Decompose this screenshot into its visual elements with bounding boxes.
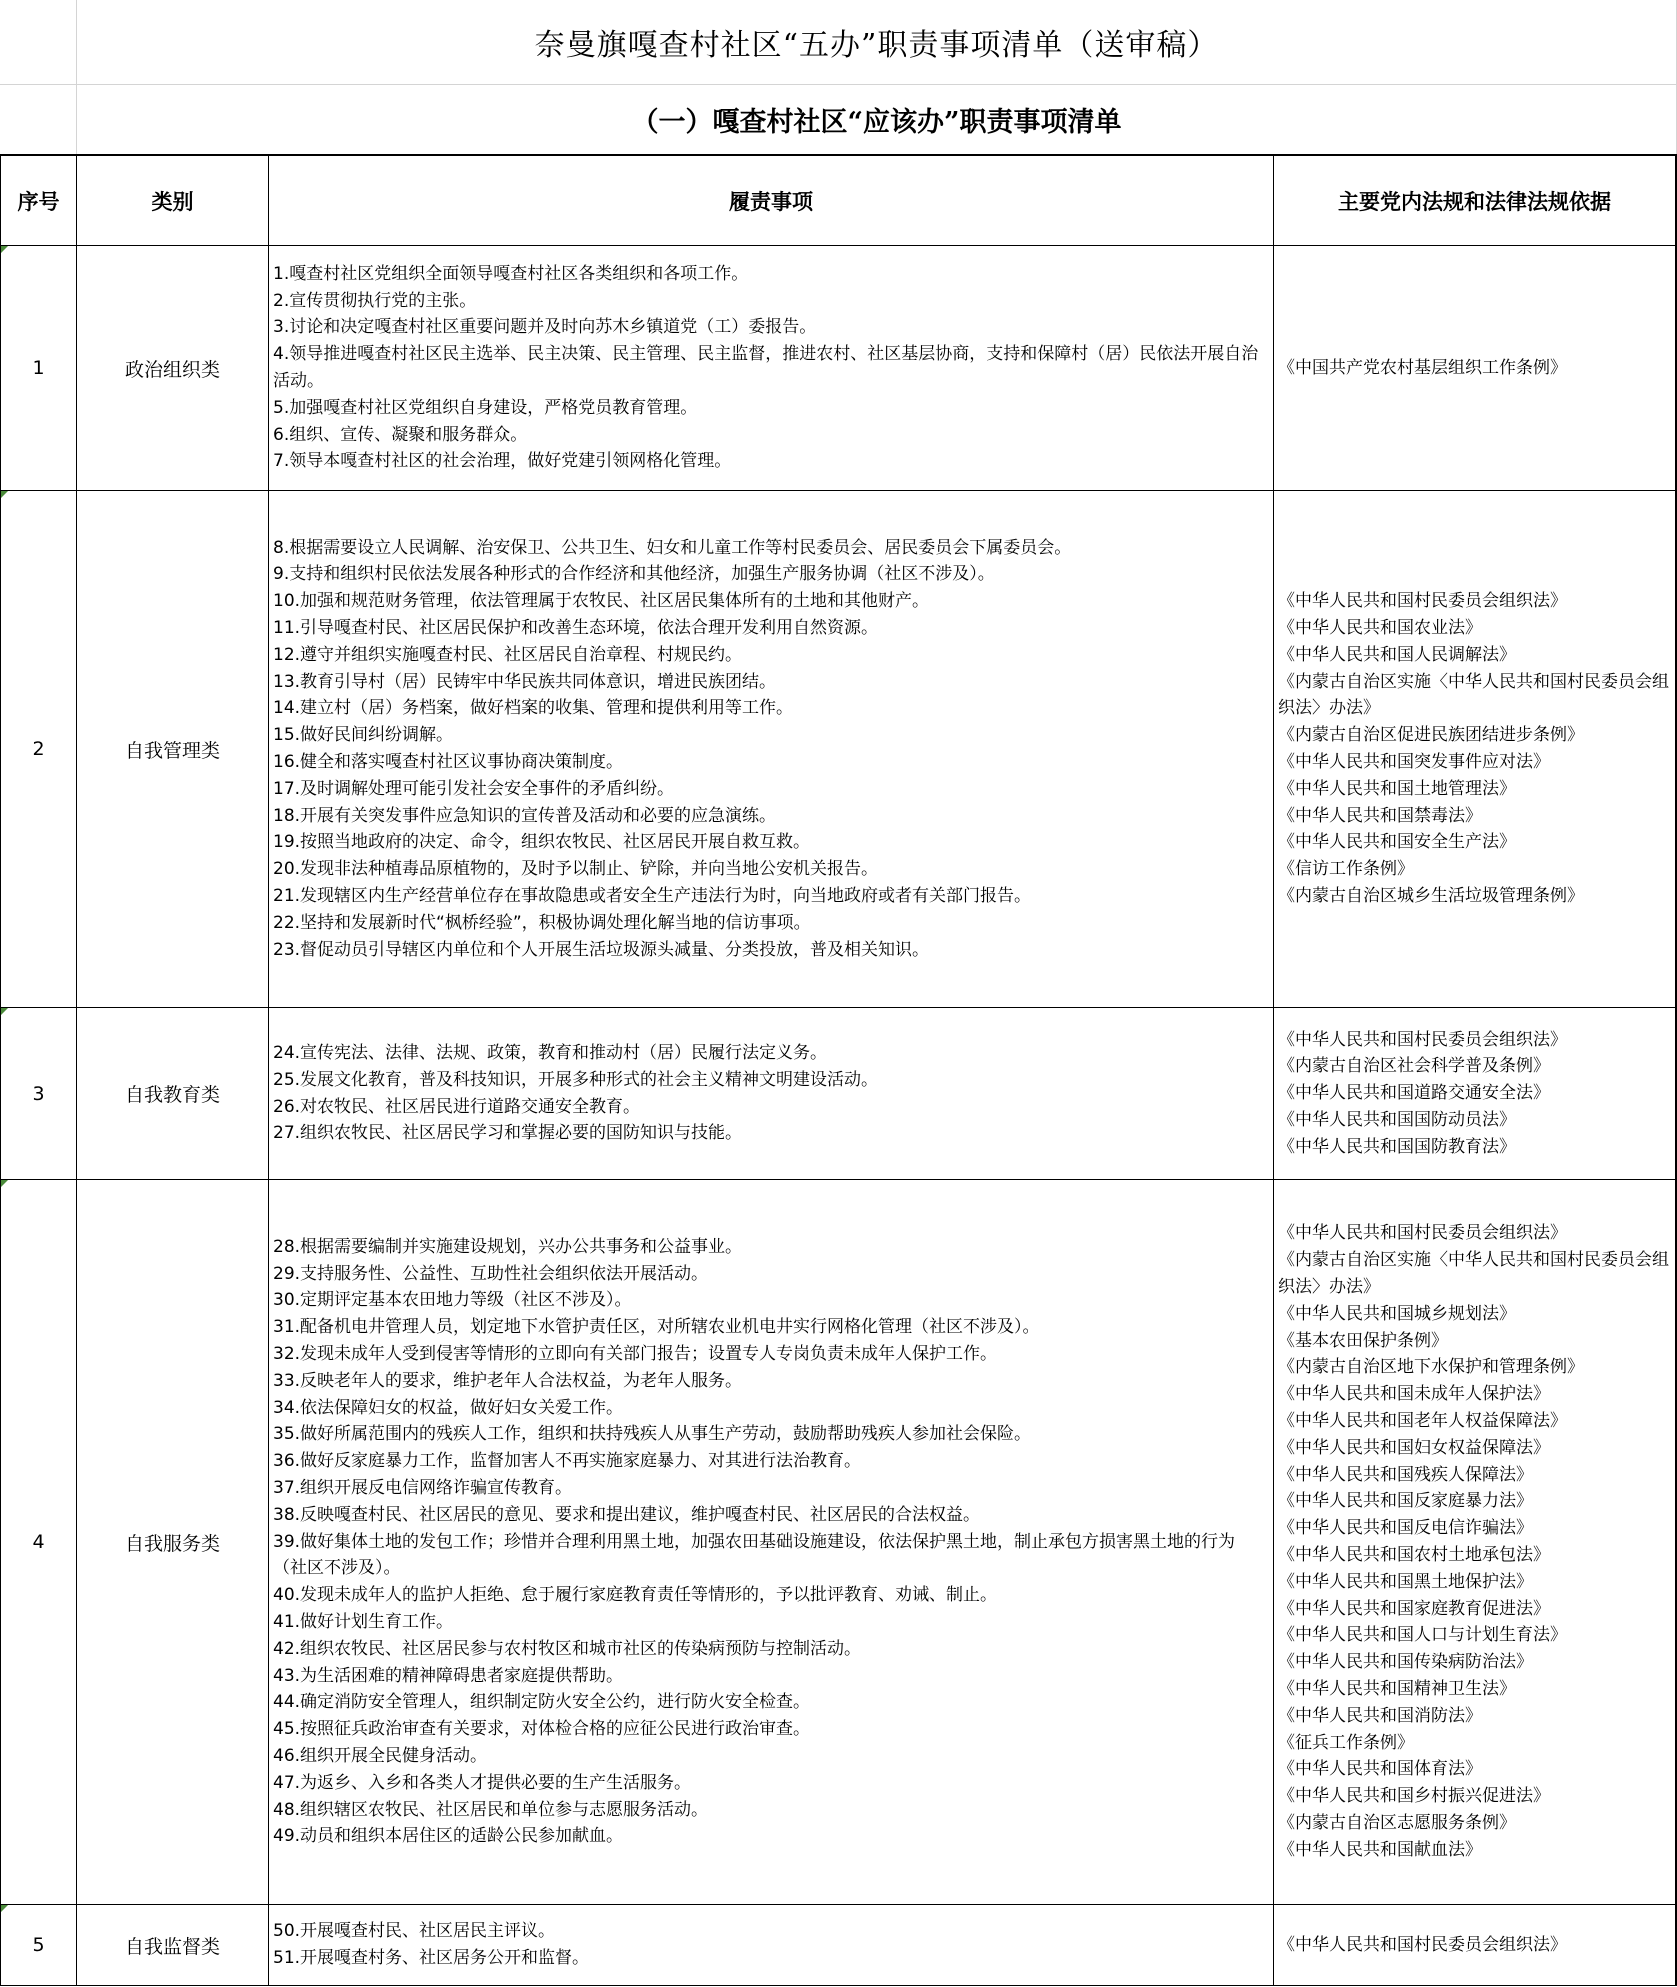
basis-item: 《中华人民共和国道路交通安全法》: [1278, 1083, 1550, 1104]
row-seq: 2: [32, 738, 45, 760]
basis-item: 《中华人民共和国家庭教育促进法》: [1278, 1598, 1550, 1619]
duty-item: 10.加强和规范财务管理，依法管理属于农牧民、社区居民集体所有的土地和其他财产。: [273, 591, 930, 612]
duty-item: 15.做好民间纠纷调解。: [273, 725, 454, 746]
basis-item: 《中华人民共和国体育法》: [1278, 1759, 1482, 1780]
row-seq: 5: [32, 1934, 45, 1956]
duty-item: 11.引导嘎查村民、社区居民保护和改善生态环境，依法合理开发利用自然资源。: [273, 618, 879, 639]
duty-item: 13.教育引导村（居）民铸牢中华民族共同体意识，增进民族团结。: [273, 671, 777, 692]
basis-item: 《内蒙古自治区志愿服务条例》: [1278, 1812, 1516, 1833]
row-category: 政治组织类: [124, 358, 220, 381]
basis-item: 《中华人民共和国国防教育法》: [1278, 1136, 1516, 1157]
duty-item: 23.督促动员引导辖区内单位和个人开展生活垃圾源头减量、分类投放，普及相关知识。: [273, 939, 930, 960]
column-header-duties: 履责事项: [729, 188, 813, 214]
duty-item: 38.反映嘎查村民、社区居民的意见、要求和提出建议，维护嘎查村民、社区居民的合法权益。: [273, 1504, 981, 1525]
row-category: 自我管理类: [124, 739, 220, 762]
duty-item: 45.按照征兵政治审查有关要求，对体检合格的应征公民进行政治审查。: [273, 1719, 811, 1740]
basis-item: 《中华人民共和国农业法》: [1278, 618, 1482, 639]
column-header-category: 类别: [151, 188, 194, 214]
duty-item: 34.依法保障妇女的权益，做好妇女关爱工作。: [273, 1397, 624, 1418]
row-duties: [269, 1180, 1273, 1904]
row-category: 自我监督类: [124, 1935, 220, 1958]
basis-item: 《征兵工作条例》: [1278, 1732, 1414, 1753]
basis-item: 《内蒙古自治区实施〈中华人民共和国村民委员会组织法〉办法》: [1278, 671, 1669, 719]
basis-item: 《内蒙古自治区社会科学普及条例》: [1278, 1056, 1550, 1077]
duty-item: 44.确定消防安全管理人，组织制定防火安全公约，进行防火安全检查。: [273, 1692, 811, 1713]
duty-item: 9.支持和组织村民依法发展各种形式的合作经济和其他经济，加强生产服务协调（社区不涉及）。: [273, 564, 995, 585]
basis-item: 《中华人民共和国人口与计划生育法》: [1278, 1625, 1567, 1646]
row-category: 自我教育类: [124, 1084, 220, 1106]
basis-item: 《中华人民共和国残疾人保障法》: [1278, 1464, 1533, 1485]
basis-item: 《中华人民共和国突发事件应对法》: [1278, 752, 1550, 772]
duty-item: 18.开展有关突发事件应急知识的宣传普及活动和必要的应急演练。: [273, 805, 777, 826]
duty-item: 33.反映老年人的要求，维护老年人合法权益，为老年人服务。: [273, 1370, 743, 1391]
duty-item: 49.动员和组织本居住区的适龄公民参加献血。: [273, 1826, 624, 1847]
duty-item: 25.发展文化教育，普及科技知识，开展多种形式的社会主义精神文明建设活动。: [273, 1069, 879, 1090]
basis-item: 《中华人民共和国人民调解法》: [1278, 644, 1516, 665]
duty-item: 28.根据需要编制并实施建设规划，兴办公共事务和公益事业。: [273, 1236, 743, 1257]
duty-item: 7.领导本嘎查村社区的社会治理，做好党建引领网格化管理。: [273, 451, 732, 472]
duty-item: 17.及时调解处理可能引发社会安全事件的矛盾纠纷。: [273, 778, 675, 799]
row-duties: [269, 246, 1273, 490]
column-header-basis: 主要党内法规和法律法规依据: [1338, 188, 1611, 214]
basis-item: 《基本农田保护条例》: [1278, 1330, 1448, 1351]
duty-item: 3.讨论和决定嘎查村社区重要问题并及时向苏木乡镇道党（工）委报告。: [273, 317, 817, 338]
duty-item: 32.发现未成年人受到侵害等情形的立即向有关部门报告；设置专人专岗负责未成年人保护工作。: [273, 1344, 998, 1365]
duty-item: 1.嘎查村社区党组织全面领导嘎查村社区各类组织和各项工作。: [273, 263, 749, 284]
basis-item: 《中华人民共和国禁毒法》: [1278, 805, 1482, 826]
basis-item: 《中华人民共和国反家庭暴力法》: [1278, 1491, 1533, 1512]
duty-item: 51.开展嘎查村务、社区居务公开和监督。: [273, 1948, 590, 1968]
duty-item: 48.组织辖区农牧民、社区居民和单位参与志愿服务活动。: [273, 1799, 709, 1820]
basis-item: 《中华人民共和国村民委员会组织法》: [1278, 591, 1567, 612]
row-basis: [1274, 1180, 1675, 1904]
basis-item: 《信访工作条例》: [1278, 859, 1414, 880]
duty-item: 22.坚持和发展新时代“枫桥经验”，积极协调处理化解当地的信访事项。: [273, 912, 811, 933]
basis-item: 《中国共产党农村基层组织工作条例》: [1278, 357, 1567, 378]
basis-item: 《中华人民共和国安全生产法》: [1278, 832, 1516, 853]
basis-item: 《中华人民共和国传染病防治法》: [1278, 1652, 1533, 1673]
basis-item: 《中华人民共和国未成年人保护法》: [1278, 1384, 1550, 1405]
duty-item: 40.发现未成年人的监护人拒绝、怠于履行家庭教育责任等情形的，予以批评教育、劝诫、制止。: [273, 1585, 998, 1606]
duty-item: 4.领导推进嘎查村社区民主选举、民主决策、民主管理、民主监督，推进农村、社区基层协商，支持和保障村（居）民依法开展自治活动。: [273, 344, 1259, 391]
duty-item: 39.做好集体土地的发包工作；珍惜并合理利用黑土地，加强农田基础设施建设，依法保护黑土地，制止承包方损害黑土地的行为（社区不涉及）。: [273, 1531, 1236, 1579]
duty-item: 24.宣传宪法、法律、法规、政策，教育和推动村（居）民履行法定义务。: [273, 1042, 828, 1063]
duty-item: 21.发现辖区内生产经营单位存在事故隐患或者安全生产违法行为时，向当地政府或者有关部门报告。: [273, 885, 1032, 906]
basis-item: 《中华人民共和国妇女权益保障法》: [1278, 1437, 1550, 1458]
basis-item: 《内蒙古自治区促进民族团结进步条例》: [1278, 725, 1584, 746]
row-basis: [1274, 1008, 1675, 1179]
duty-item: 42.组织农牧民、社区居民参与农村牧区和城市社区的传染病预防与控制活动。: [273, 1638, 862, 1659]
basis-item: 《中华人民共和国精神卫生法》: [1278, 1678, 1516, 1699]
basis-item: 《中华人民共和国国防动员法》: [1278, 1109, 1516, 1130]
basis-item: 《中华人民共和国老年人权益保障法》: [1278, 1411, 1567, 1432]
duty-item: 31.配备机电井管理人员，划定地下水管护责任区，对所辖农业机电井实行网格化管理（社区不涉及）。: [273, 1317, 1040, 1338]
duty-item: 26.对农牧民、社区居民进行道路交通安全教育。: [273, 1096, 641, 1117]
duty-item: 43.为生活困难的精神障碍患者家庭提供帮助。: [273, 1665, 624, 1686]
row-category: 自我服务类: [124, 1532, 220, 1555]
row-seq: 1: [32, 357, 45, 379]
duty-item: 37.组织开展反电信网络诈骗宣传教育。: [273, 1478, 573, 1498]
basis-item: 《中华人民共和国农村土地承包法》: [1278, 1545, 1550, 1565]
row-basis: [1274, 1905, 1675, 1985]
duty-item: 30.定期评定基本农田地力等级（社区不涉及）。: [273, 1290, 632, 1311]
duty-item: 6.组织、宣传、凝聚和服务群众。: [273, 424, 528, 445]
row-duties: [269, 1008, 1273, 1179]
table-border: [0, 1985, 1677, 1986]
row-basis: [1274, 491, 1675, 1007]
duty-item: 47.为返乡、入乡和各类人才提供必要的生产生活服务。: [273, 1772, 692, 1793]
row-duties: [269, 491, 1273, 1007]
duty-item: 41.做好计划生育工作。: [273, 1611, 454, 1632]
basis-item: 《中华人民共和国土地管理法》: [1278, 778, 1516, 799]
duty-item: 46.组织开展全民健身活动。: [273, 1745, 488, 1766]
basis-item: 《中华人民共和国献血法》: [1278, 1839, 1482, 1860]
row-duties: [269, 1905, 1273, 1985]
basis-item: 《中华人民共和国乡村振兴促进法》: [1278, 1786, 1550, 1807]
basis-item: 《内蒙古自治区实施〈中华人民共和国村民委员会组织法〉办法》: [1278, 1250, 1669, 1298]
duty-item: 12.遵守并组织实施嘎查村民、社区居民自治章程、村规民约。: [273, 644, 743, 665]
duty-item: 19.按照当地政府的决定、命令，组织农牧民、社区居民开展自救互救。: [273, 832, 811, 853]
duty-item: 20.发现非法种植毒品原植物的，及时予以制止、铲除，并向当地公安机关报告。: [273, 859, 879, 880]
row-seq: 3: [32, 1082, 45, 1105]
basis-item: 《内蒙古自治区城乡生活垃圾管理条例》: [1278, 885, 1584, 906]
basis-item: 《内蒙古自治区地下水保护和管理条例》: [1278, 1357, 1584, 1378]
row-seq: 4: [32, 1531, 45, 1553]
duty-item: 14.建立村（居）务档案，做好档案的收集、管理和提供利用等工作。: [273, 698, 794, 719]
basis-item: 《中华人民共和国村民委员会组织法》: [1278, 1934, 1567, 1955]
duty-item: 5.加强嘎查村社区党组织自身建设，严格党员教育管理。: [273, 397, 698, 418]
basis-item: 《中华人民共和国反电信诈骗法》: [1278, 1518, 1533, 1539]
basis-item: 《中华人民共和国城乡规划法》: [1278, 1303, 1516, 1324]
duty-item: 27.组织农牧民、社区居民学习和掌握必要的国防知识与技能。: [273, 1123, 743, 1144]
basis-item: 《中华人民共和国消防法》: [1278, 1705, 1482, 1726]
basis-item: 《中华人民共和国村民委员会组织法》: [1278, 1029, 1567, 1050]
duty-item: 29.支持服务性、公益性、互助性社会组织依法开展活动。: [273, 1263, 709, 1284]
duty-item: 2.宣传贯彻执行党的主张。: [273, 290, 477, 311]
section-subtitle: （一）嘎查村社区“应该办”职责事项清单: [631, 106, 1122, 138]
duty-item: 35.做好所属范围内的残疾人工作，组织和扶持残疾人从事生产劳动，鼓励帮助残疾人参加社会保险。: [273, 1424, 1032, 1445]
duty-item: 50.开展嘎查村民、社区居民主评议。: [273, 1921, 556, 1942]
document-title: 奈曼旗嘎查村社区“五办”职责事项清单（送审稿）: [534, 28, 1219, 63]
duty-item: 36.做好反家庭暴力工作，监督加害人不再实施家庭暴力、对其进行法治教育。: [273, 1451, 862, 1472]
row-basis: [1274, 246, 1675, 490]
column-header-seq: 序号: [17, 188, 60, 214]
duty-item: 16.健全和落实嘎查村社区议事协商决策制度。: [273, 752, 624, 772]
basis-item: 《中华人民共和国黑土地保护法》: [1278, 1571, 1533, 1592]
basis-item: 《中华人民共和国村民委员会组织法》: [1278, 1223, 1567, 1244]
duty-item: 8.根据需要设立人民调解、治安保卫、公共卫生、妇女和儿童工作等村民委员会、居民委员会下属委员会。: [273, 537, 1072, 558]
